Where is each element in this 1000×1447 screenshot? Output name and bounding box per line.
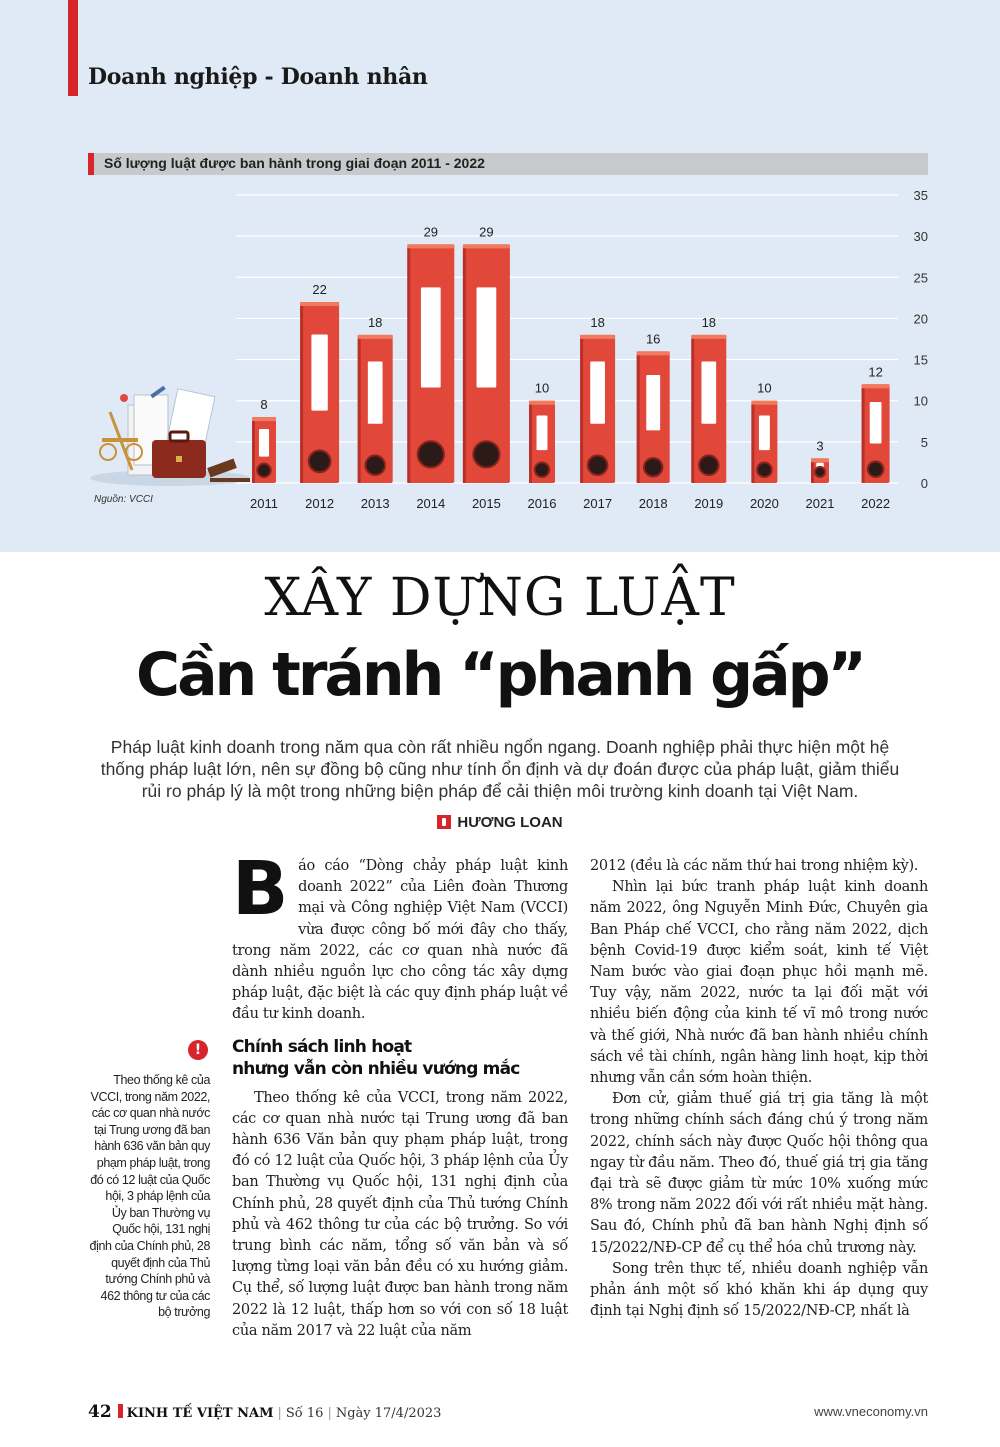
- bar-label-window: [259, 429, 269, 457]
- bar-cap: [529, 401, 555, 405]
- value-label: 3: [816, 438, 824, 454]
- y-tick-label: 20: [913, 311, 928, 327]
- x-tick-label: 2017: [583, 496, 613, 511]
- y-tick-label: 10: [913, 393, 928, 409]
- value-label: 22: [312, 281, 327, 297]
- bar-spine: [580, 339, 583, 483]
- x-tick-label: 2018: [638, 496, 668, 511]
- bar-ring-hole: [699, 455, 719, 475]
- x-tick-label: 2020: [749, 496, 779, 511]
- bar-label-window: [537, 416, 548, 451]
- bar-cap: [751, 401, 777, 405]
- bar-binder: [580, 335, 615, 483]
- value-label: 18: [701, 314, 717, 330]
- bar-ring-hole: [309, 450, 331, 472]
- y-tick-label: 30: [913, 229, 928, 245]
- bar-ring-hole: [257, 464, 270, 477]
- bar-binder: [300, 302, 339, 483]
- x-tick-label: 2022: [861, 496, 891, 511]
- value-label: 29: [479, 224, 494, 240]
- office-illustration: [90, 386, 250, 486]
- x-tick-label: 2011: [250, 496, 278, 511]
- value-label: 18: [367, 314, 383, 330]
- headline-line-1: XÂY DỰNG LUẬT: [264, 568, 736, 628]
- value-label: 8: [260, 397, 268, 413]
- y-tick-label: 0: [920, 476, 928, 491]
- bar-ring-hole: [588, 455, 608, 475]
- laws-bar-chart: [0, 180, 1000, 520]
- bar-binder: [358, 335, 393, 483]
- value-label: 29: [423, 224, 439, 240]
- chart-band: [0, 0, 1000, 552]
- bar-ring-hole: [365, 455, 385, 475]
- x-tick-label: 2019: [694, 496, 724, 511]
- bar-ring-hole: [644, 458, 662, 476]
- paragraph-1-text: áo cáo “Dòng chảy pháp luật kinh doanh 2022” của Liên đoàn Thương mại và Công nghiệp Việt Nam (VCCI) vừa được công bố mới đây cho thấy, trong năm 2022, các cơ quan nhà nước đã dành nhiều nguồn lực cho công tác xây dựng pháp luật, đặc biệt là các quy định pháp luật về đầu tư kinh doanh.: [232, 858, 568, 1023]
- bar-binder: [637, 351, 670, 483]
- value-label: 12: [868, 364, 883, 380]
- x-tick-label: 2012: [305, 496, 335, 511]
- x-tick-label: 2014: [416, 496, 446, 511]
- footer-separator: |: [327, 1406, 332, 1421]
- y-tick-label: 5: [920, 434, 928, 450]
- bar-cap: [463, 244, 510, 248]
- bar-spine: [463, 248, 466, 483]
- chart-title-accent: [88, 153, 94, 175]
- bar-cap: [358, 335, 393, 339]
- bar-binder: [529, 401, 555, 483]
- value-label: 10: [534, 380, 550, 396]
- bar-spine: [252, 421, 255, 483]
- bar-ring-hole: [473, 441, 499, 467]
- bar-binder: [691, 335, 726, 483]
- sidebar-fact-box: Theo thống kê của VCCI, trong năm 2022, các cơ quan nhà nước tại Trung ương đã ban hành 636 văn bản quy phạm pháp luật, trong đó có 12 luật của Quốc hội, 3 pháp lệnh của Ủy ban Thường vụ Quốc hội, 131 nghị định của Chính phủ, 28 quyết định của Thủ tướng Chính phủ và 462 thông tư của các bộ trưởng: [89, 1073, 210, 1320]
- value-label: 16: [645, 331, 661, 347]
- section-accent-bar: [68, 0, 78, 96]
- bar-label-window: [311, 335, 327, 411]
- subheading: [232, 1036, 568, 1080]
- bar-cap: [300, 302, 339, 306]
- bar-label-window: [590, 362, 605, 424]
- bar-label-window: [646, 375, 660, 430]
- bar-binder: [252, 417, 276, 483]
- bar-spine: [529, 405, 532, 483]
- section-title: Doanh nghiệp - Doanh nhân: [88, 64, 428, 90]
- bar-cap: [691, 335, 726, 339]
- bar-ring-hole: [815, 467, 825, 477]
- headline-line-2: Cần tránh “phanh gấp”: [136, 640, 864, 710]
- paragraph-3: Nhìn lại bức tranh pháp luật kinh doanh năm 2022, ông Nguyễn Minh Đức, Chuyên gia Ban Pháp chế VCCI, cho rằng năm 2022, dịch bệnh Covid-19 được kiểm soát, kinh tế Việt Nam bước vào giai đoạn phục hồi mạnh mẽ. Tuy vậy, năm 2022, nước ta lại đối mặt với nhiều biến động của kinh tế vĩ mô trong nước và thế giới, Nhà nước đã ban hành nhiều chính sách về tài chính, ngân hàng linh hoạt, kịp thời nhưng vẫn cần sớm hoàn thiện.: [590, 879, 928, 1087]
- y-tick-label: 15: [913, 352, 928, 368]
- page-number: 42: [88, 1402, 112, 1422]
- x-tick-label: 2021: [805, 496, 835, 511]
- pen-icon: [437, 815, 451, 829]
- bar-spine: [811, 462, 814, 483]
- author-name: HƯƠNG LOAN: [457, 814, 563, 831]
- drop-cap: B: [232, 846, 289, 932]
- value-label: 18: [590, 314, 605, 330]
- bar-label-window: [421, 287, 441, 387]
- bar-spine: [751, 405, 754, 483]
- subheading-line-2: nhưng vẫn còn nhiều vướng mắc: [232, 1058, 520, 1079]
- bar-spine: [862, 388, 865, 483]
- page-footer: [88, 1402, 928, 1426]
- article-column-1: [232, 846, 568, 1342]
- value-label: 10: [757, 380, 772, 396]
- bar-ring-hole: [757, 462, 772, 477]
- subheading-line-1: Chính sách linh hoạt: [232, 1036, 412, 1057]
- bar-spine: [300, 306, 303, 483]
- bar-label-window: [759, 416, 770, 451]
- bar-cap: [811, 458, 829, 462]
- bar-ring-hole: [535, 462, 550, 477]
- footer-accent-mark: [118, 1404, 123, 1418]
- issue-number: Số 16: [285, 1406, 324, 1421]
- chart-bars: [252, 244, 890, 483]
- bar-label-window: [701, 362, 716, 424]
- exclamation-icon: !: [188, 1040, 208, 1060]
- bar-binder: [751, 401, 777, 483]
- y-tick-label: 35: [913, 188, 928, 203]
- bar-spine: [358, 339, 361, 483]
- bar-label-window: [477, 287, 497, 387]
- bar-cap: [407, 244, 454, 248]
- bar-label-window: [870, 402, 882, 443]
- chart-source: Nguồn: VCCI: [94, 494, 153, 505]
- bar-spine: [407, 248, 410, 483]
- paragraph-4: Đơn cử, giảm thuế giá trị gia tăng là một trong những chính sách đáng chú ý trong năm 2022, chính sách này được Quốc hội thông qua ngay từ đầu năm. Theo đó, thuế giá trị gia tăng đại trà sẽ được giảm từ mức 10% xuống mức 8% trong năm 2022 đối với rất nhiều mặt hàng. Sau đó, Chính phủ đã ban hành Nghị định số 15/2022/NĐ-CP để cụ thể hóa chủ trương này.: [590, 1091, 928, 1256]
- website-link[interactable]: www.vneconomy.vn: [814, 1404, 928, 1419]
- paragraph-2: Theo thống kê của VCCI, trong năm 2022, các cơ quan nhà nước tại Trung ương đã ban hành 636 Văn bản quy phạm pháp luật, trong đó có 12 luật của Quốc hội, 3 pháp lệnh của Ủy ban Thường vụ Quốc hội, 131 nghị định của Chính phủ, 28 quyết định của Thủ tướng Chính phủ và 462 thông tư của các bộ trưởng. So với trung bình các năm, tổng số văn bản và số lượng từng loại văn bản đều có xu hướng giảm. Cụ thể, số lượng luật được ban hành trong năm 2022 là 12 luật, thấp hơn so với con số 18 luật của năm 2017 và 22 luật của năm: [232, 1089, 568, 1339]
- bar-ring-hole: [868, 461, 884, 477]
- x-tick-label: 2016: [527, 496, 557, 511]
- article-column-2: [590, 856, 928, 1322]
- y-tick-label: 25: [913, 270, 928, 286]
- publication-name: KINH TẾ VIỆT NAM: [126, 1406, 274, 1421]
- bar-binder: [862, 384, 890, 483]
- bar-spine: [637, 355, 640, 483]
- author-byline: [0, 814, 1000, 831]
- paragraph-1: [232, 846, 568, 1026]
- bar-cap: [637, 351, 670, 355]
- bar-binder: [407, 244, 454, 483]
- issue-date: Ngày 17/4/2023: [335, 1406, 442, 1421]
- x-tick-label: 2015: [471, 496, 501, 511]
- bar-binder: [811, 458, 829, 483]
- bar-binder: [463, 244, 510, 483]
- bar-cap: [252, 417, 276, 421]
- bar-label-window: [368, 362, 383, 424]
- bar-cap: [862, 384, 890, 388]
- x-tick-label: 2013: [360, 496, 390, 511]
- article-lead: Pháp luật kinh doanh trong năm qua còn rất nhiều ngổn ngang. Doanh nghiệp phải thực hiện một hệ thống pháp luật lớn, nên sự đồng bộ cũng như tính ổn định và dự đoán được của pháp luật, giảm thiểu rủi ro pháp lý là một trong những biện pháp để cải thiện môi trường kinh doanh tại Việt Nam.: [100, 737, 900, 801]
- paragraph-2-continued: 2012 (đều là các năm thứ hai trong nhiệm kỳ).: [590, 858, 919, 874]
- chart-title: Số lượng luật được ban hành trong giai đoạn 2011 - 2022: [104, 155, 485, 171]
- bar-cap: [580, 335, 615, 339]
- paragraph-5: Song trên thực tế, nhiều doanh nghiệp vẫn phản ánh một số khó khăn khi áp dụng quy định tại Nghị định số 15/2022/NĐ-CP, nhất là: [590, 1260, 928, 1320]
- bar-ring-hole: [418, 441, 444, 467]
- footer-separator: |: [277, 1406, 282, 1421]
- bar-spine: [691, 339, 694, 483]
